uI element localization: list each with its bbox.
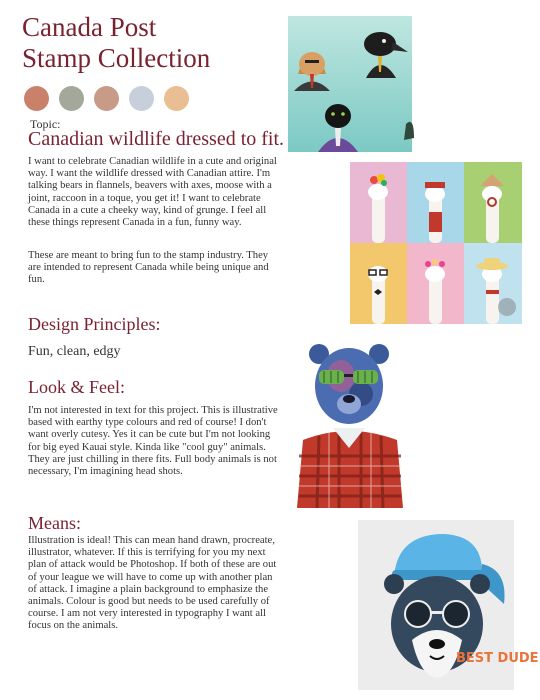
palette-swatch [164,86,189,111]
best-dude-text: BEST DUDE [456,651,539,666]
principles-heading: Design Principles: [28,314,161,334]
topic-heading: Canadian wildlife dressed to fit. [28,128,285,150]
look-feel-heading: Look & Feel: [28,377,125,397]
palette-swatch [59,86,84,111]
cap-bear-image [358,520,539,690]
look-feel-paragraph: I'm not interested in text for this project. This is illustrative based with earthy type colours and red of course! I don't want overly cutesy. Yes it can be cute but I'm not looking for big eyed Kauai style. Kinda like "cool guy" animals. They are just chilling in there fits. Full body animals is not necessary, I'm imagining head shots. [28,405,278,478]
principles-text: Fun, clean, edgy [28,344,121,359]
llamas-grid-image [350,162,522,324]
color-palette [24,86,194,112]
topic-label: Topic: [30,117,61,131]
topic-paragraph-1: I want to celebrate Canadian wildlife in a cute and original way. I want the wildlife dressed with Canadian attire. I'm talking bears in flannels, beavers with axes, moose with a joint, raccoon in a toque, you get it! I want to celebrate Canada in a cute a cheeky way, kind of grunge. I feel all these things represent Canada in a fun, funny way. [28,156,277,229]
means-heading: Means: [28,513,81,533]
palette-swatch [94,86,119,111]
title-line-2: Stamp Collection [22,43,211,73]
flannel-bear-image [289,336,411,508]
suited-animals-image [288,16,412,152]
title-line-1: Canada Post [22,12,157,42]
palette-swatch [129,86,154,111]
means-paragraph: Illustration is ideal! This can mean hand drawn, procreate, illustrator, whatever. If this is terrifying for you my next plan of attack would be Photoshop. If both of these are out of your league we will have to come up with another plan of attack. I imagine a plain background to emphasize the animals. Colour is good but needs to be used carefully of course. I am not very interested in typography I want all focus on the animals. [28,535,277,632]
document-title [22,12,272,74]
palette-swatch [24,86,49,111]
topic-paragraph-2: These are meant to bring fun to the stamp industry. They are intended to represent Canada while being unique and fun. [28,250,269,286]
